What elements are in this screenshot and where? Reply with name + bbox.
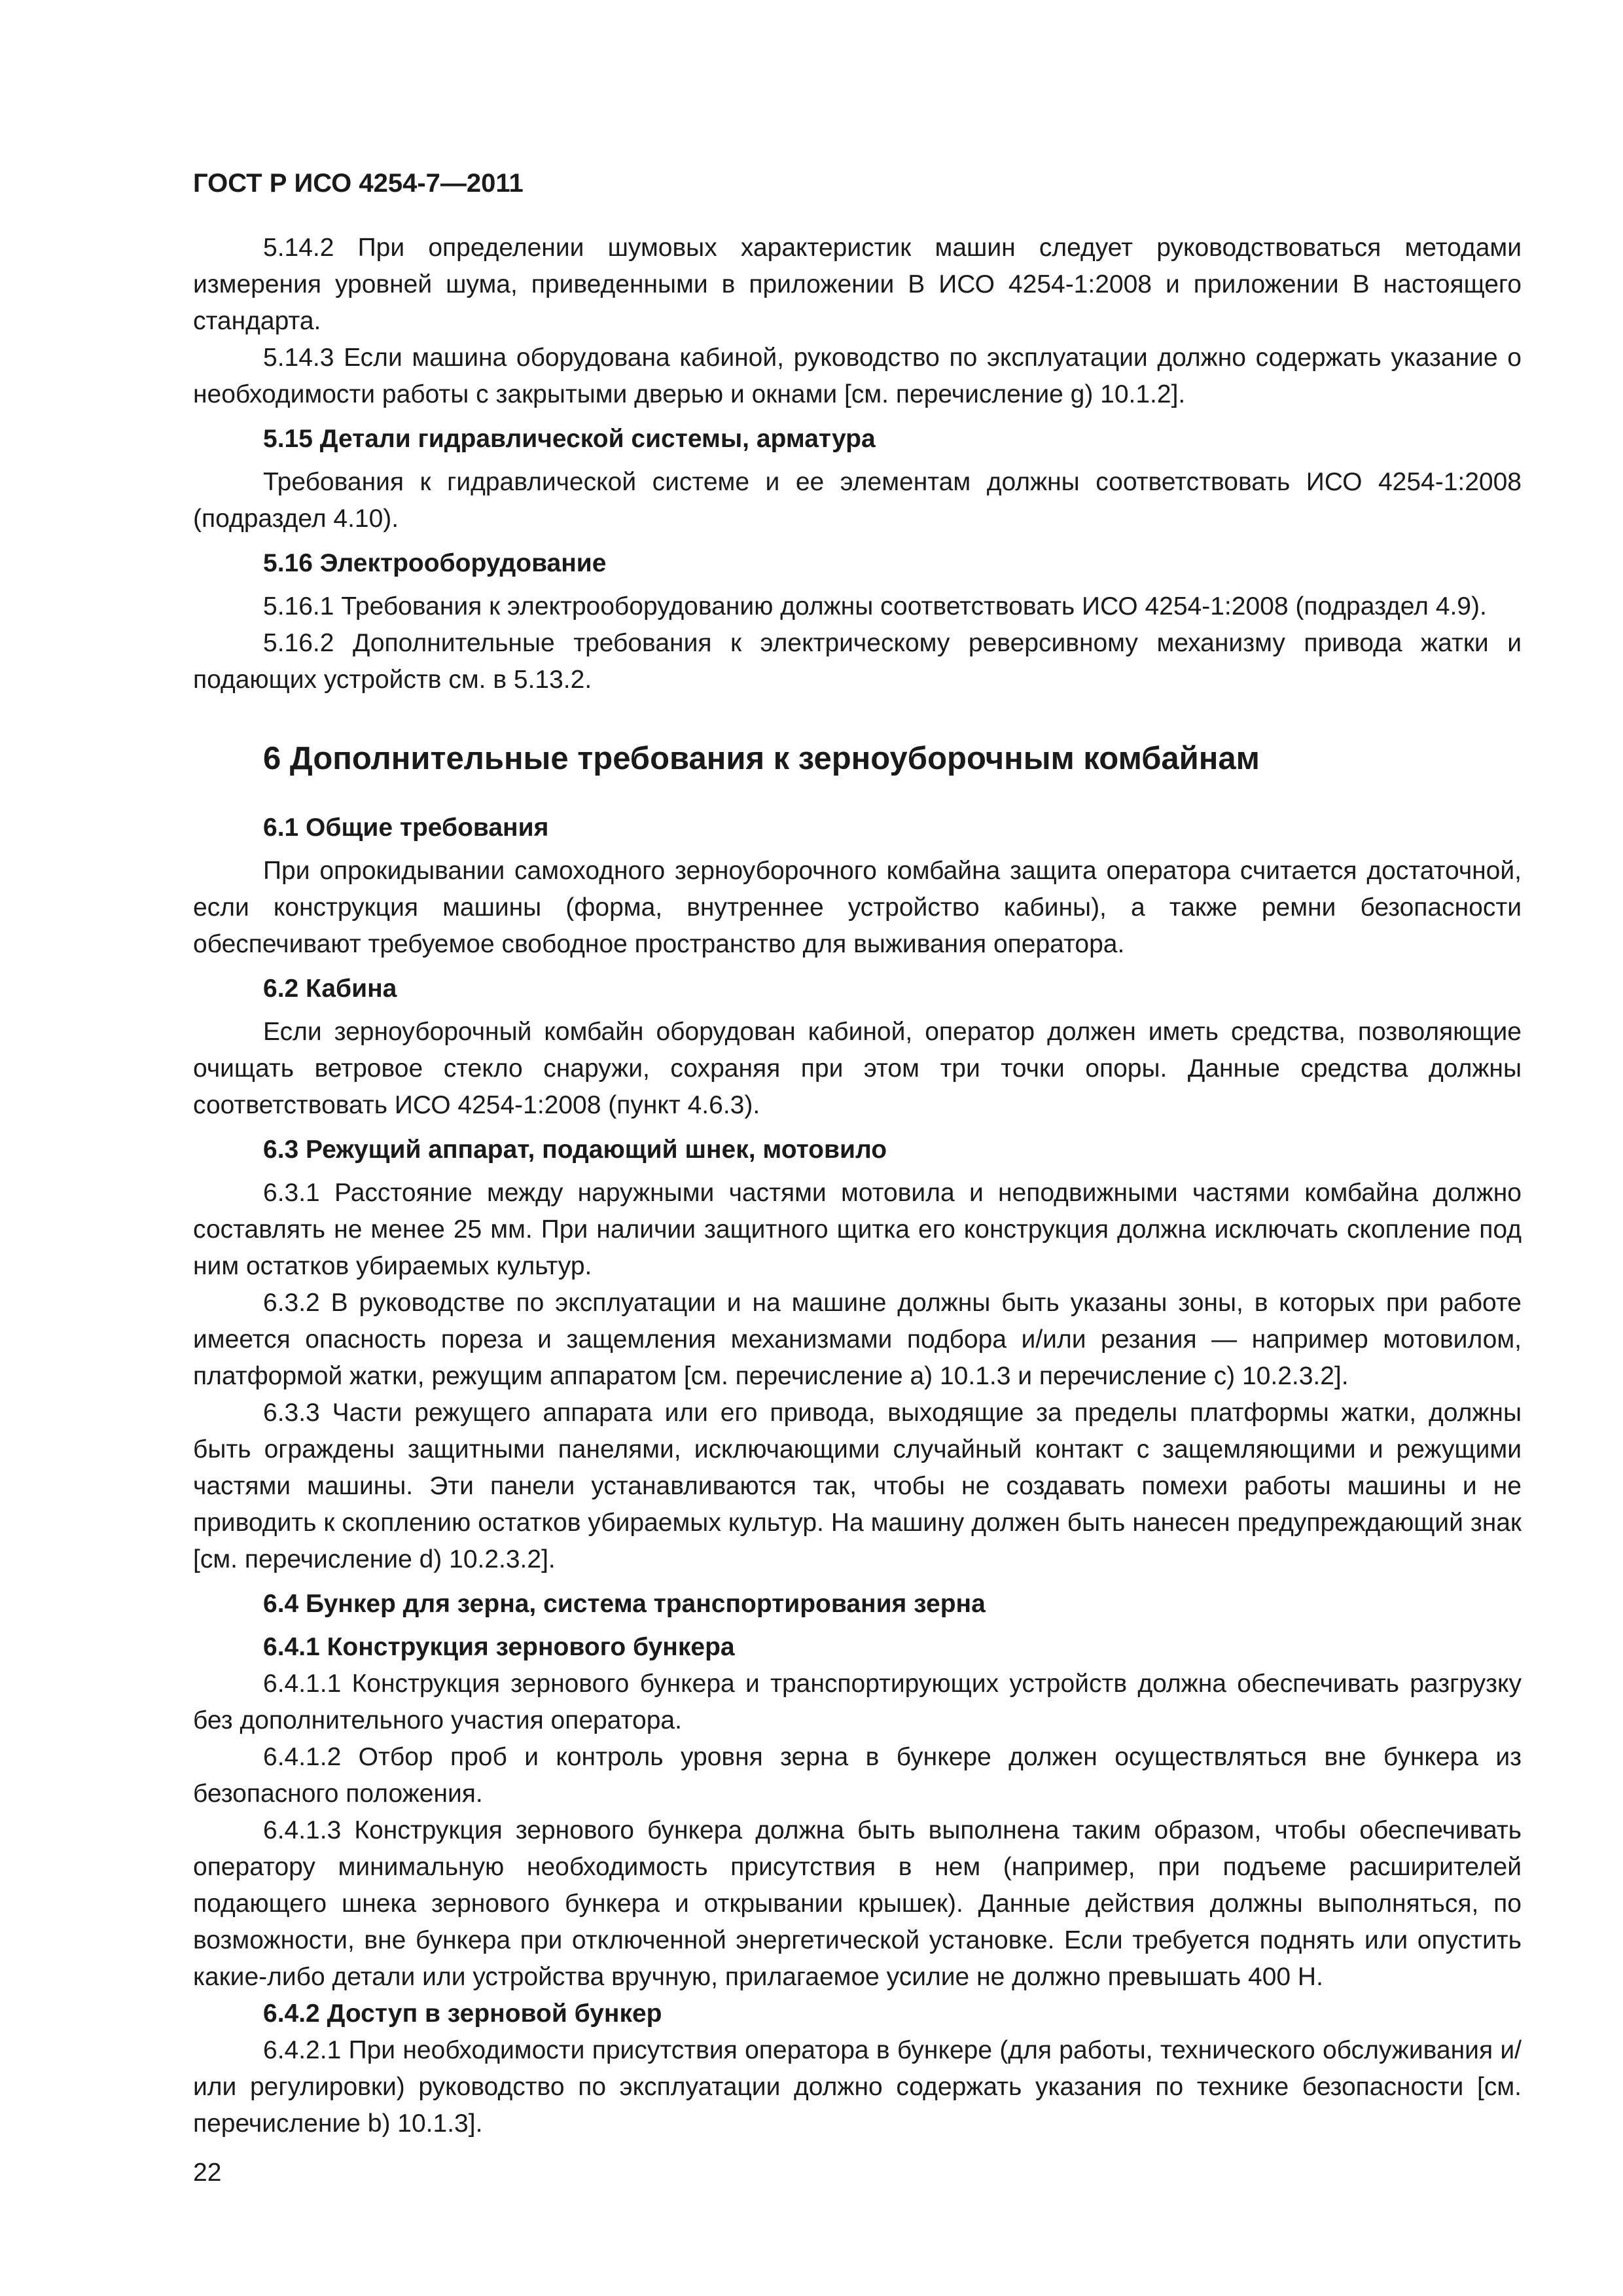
- paragraph-6-2: Если зерноуборочный комбайн оборудован кабиной, оператор должен иметь средства, позволяющие очищать ветровое стекло снаружи, сохраняя при этом три точки опоры. Данные средства должны соответствовать ИСО 4254-1:2008 (пункт 4.6.3).: [193, 1018, 1522, 1119]
- document-page: [193, 167, 1522, 2142]
- heading-5-15: 5.15 Детали гидравлической системы, арматура: [263, 425, 876, 453]
- paragraph-6-3-1: 6.3.1 Расстояние между наружными частями мотовила и неподвижными частями комбайна должно составлять не менее 25 мм. При наличии защитного щитка его конструкция должна исключать скопление под ним остатков убираемых культур.: [193, 1179, 1522, 1280]
- paragraph-5-16-2: 5.16.2 Дополнительные требования к электрическому реверсивному механизму привода жатки и подающих устройств см. в 5.13.2.: [193, 629, 1522, 694]
- paragraph-6-4-1-3: 6.4.1.3 Конструкция зернового бункера должна быть выполнена таким образом, чтобы обеспечивать оператору минимальную необходимость присутствия в нем (например, при подъеме расширителей подающего шнека зернового бункера и открывании крышек). Данные действия должны выполняться, по возможности, вне бункера при отключенной энергетической установке. Если требуется поднять или опустить какие-либо детали или устройства вручную, прилагаемое усилие не должно превышать 400 Н.: [193, 1816, 1522, 1991]
- paragraph-5-16-1: 5.16.1 Требования к электрооборудованию должны соответствовать ИСО 4254-1:2008 (подраздел 4.9).: [263, 592, 1487, 620]
- paragraph-6-1: При опрокидывании самоходного зерноуборочного комбайна защита оператора считается достаточной, если конструкция машины (форма, внутреннее устройство кабины), а также ремни безопасности обеспечивают требуемое свободное пространство для выживания оператора.: [193, 857, 1522, 958]
- heading-6-4: 6.4 Бункер для зерна, система транспортирования зерна: [263, 1590, 986, 1618]
- heading-5-16: 5.16 Электрооборудование: [263, 549, 607, 577]
- paragraph-5-15: Требования к гидравлической системе и ее элементам должны соответствовать ИСО 4254-1:2008 (подраздел 4.10).: [193, 468, 1522, 533]
- paragraph-6-4-1-1: 6.4.1.1 Конструкция зернового бункера и транспортирующих устройств должна обеспечивать разгрузку без дополнительного участия оператора.: [193, 1670, 1522, 1734]
- heading-6-2: 6.2 Кабина: [263, 975, 397, 1003]
- heading-6-1: 6.1 Общие требования: [263, 814, 549, 842]
- paragraph-5-14-2: 5.14.2 При определении шумовых характеристик машин следует руководствоваться методами измерения уровней шума, приведенными в приложении В ИСО 4254-1:2008 и приложении В настоящего стандарта.: [193, 234, 1522, 335]
- heading-6-4-2: 6.4.2 Доступ в зерновой бункер: [263, 2000, 662, 2028]
- paragraph-6-4-2-1: 6.4.2.1 При необходимости присутствия оператора в бункере (для работы, технического обслуживания и/или регулировки) руководство по эксплуатации должно содержать указания по технике безопасности [см. перечисление b) 10.1.3].: [193, 2036, 1522, 2138]
- paragraph-6-3-2: 6.3.2 В руководстве по эксплуатации и на машине должны быть указаны зоны, в которых при работе имеется опасность пореза и защемления механизмами подбора и/или резания — например мотовилом, платформой жатки, режущим аппаратом [см. перечисление а) 10.1.3 и перечисление с) 10.2.3.2].: [193, 1289, 1522, 1390]
- heading-6-3: 6.3 Режущий аппарат, подающий шнек, мотовило: [263, 1136, 887, 1164]
- heading-6-4-1: 6.4.1 Конструкция зернового бункера: [263, 1633, 735, 1661]
- section-heading-6: 6 Дополнительные требования к зерноуборочным комбайнам: [263, 741, 1260, 776]
- page-number: 22: [193, 2159, 222, 2187]
- paragraph-6-4-1-2: 6.4.1.2 Отбор проб и контроль уровня зерна в бункере должен осуществляться вне бункера из безопасного положения.: [193, 1743, 1522, 1808]
- paragraph-5-14-3: 5.14.3 Если машина оборудована кабиной, руководство по эксплуатации должно содержать указание о необходимости работы с закрытыми дверью и окнами [см. перечисление g) 10.1.2].: [193, 344, 1522, 408]
- paragraph-6-3-3: 6.3.3 Части режущего аппарата или его привода, выходящие за пределы платформы жатки, должны быть ограждены защитными панелями, исключающими случайный контакт с защемляющими и режущими частями машины. Эти панели устанавливаются так, чтобы не создавать помехи работы машины и не приводить к скоплению остатков убираемых культур. На машину должен быть нанесен предупреждающий знак [см. перечисление d) 10.2.3.2].: [193, 1399, 1522, 1573]
- document-header: ГОСТ Р ИСО 4254-7—2011: [193, 169, 524, 198]
